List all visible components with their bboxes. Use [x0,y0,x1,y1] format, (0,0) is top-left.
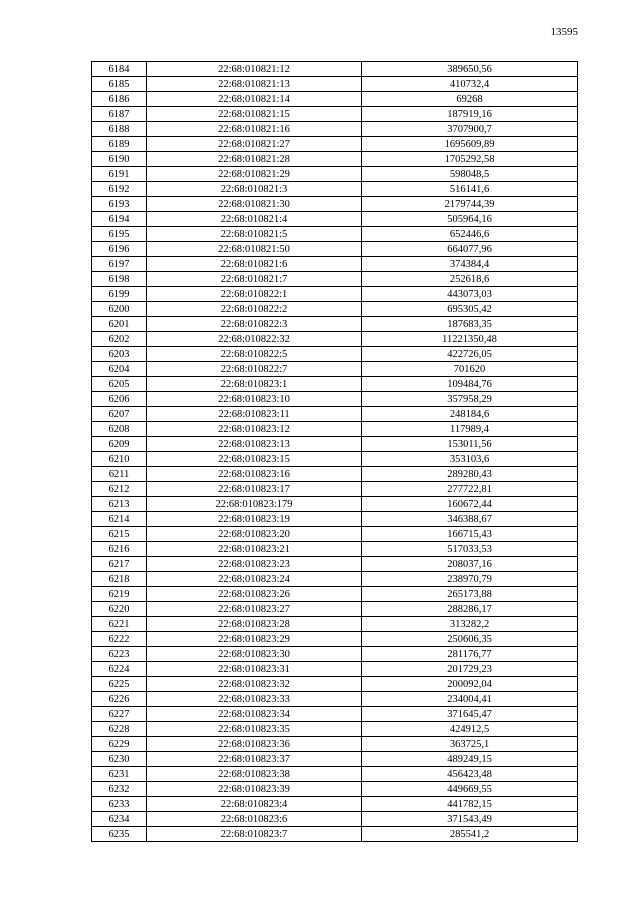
cadastral-number-cell: 22:68:010823:31 [147,662,362,677]
cadastral-number-cell: 22:68:010823:6 [147,812,362,827]
cadastral-value-cell: 346388,67 [362,512,578,527]
table-row [92,137,578,152]
table-row [92,707,578,722]
row-number-cell: 6185 [92,77,147,92]
cadastral-value-cell: 281176,77 [362,647,578,662]
cadastral-number-cell: 22:68:010822:5 [147,347,362,362]
table-row [92,602,578,617]
cadastral-value-cell: 353103,6 [362,452,578,467]
table-row [92,152,578,167]
cadastral-number-cell: 22:68:010823:21 [147,542,362,557]
table-row [92,512,578,527]
cadastral-number-cell: 22:68:010821:27 [147,137,362,152]
table-row [92,662,578,677]
cadastral-value-cell: 109484,76 [362,377,578,392]
row-number-cell: 6210 [92,452,147,467]
table-row [92,407,578,422]
cadastral-number-cell: 22:68:010823:7 [147,827,362,842]
row-number-cell: 6232 [92,782,147,797]
table-row [92,272,578,287]
row-number-cell: 6226 [92,692,147,707]
row-number-cell: 6189 [92,137,147,152]
table-row [92,437,578,452]
cadastral-value-cell: 265173,88 [362,587,578,602]
cadastral-value-cell: 505964,16 [362,212,578,227]
cadastral-number-cell: 22:68:010823:1 [147,377,362,392]
cadastral-number-cell: 22:68:010823:28 [147,617,362,632]
cadastral-value-cell: 187919,16 [362,107,578,122]
row-number-cell: 6217 [92,557,147,572]
cadastral-value-cell: 117989,4 [362,422,578,437]
cadastral-number-cell: 22:68:010822:32 [147,332,362,347]
table-row [92,347,578,362]
cadastral-value-cell: 277722,81 [362,482,578,497]
cadastral-value-cell: 248184,6 [362,407,578,422]
cadastral-value-cell: 363725,1 [362,737,578,752]
cadastral-value-cell: 422726,05 [362,347,578,362]
table-row [92,197,578,212]
cadastral-number-cell: 22:68:010821:15 [147,107,362,122]
table-row [92,497,578,512]
row-number-cell: 6223 [92,647,147,662]
row-number-cell: 6203 [92,347,147,362]
cadastral-value-cell: 11221350,48 [362,332,578,347]
cadastral-number-cell: 22:68:010821:16 [147,122,362,137]
cadastral-value-cell: 3707900,7 [362,122,578,137]
cadastral-number-cell: 22:68:010821:50 [147,242,362,257]
table-row [92,317,578,332]
cadastral-value-cell: 443073,03 [362,287,578,302]
cadastral-value-cell: 250606,35 [362,632,578,647]
table-row [92,77,578,92]
cadastral-number-cell: 22:68:010822:1 [147,287,362,302]
cadastral-number-cell: 22:68:010823:29 [147,632,362,647]
row-number-cell: 6193 [92,197,147,212]
cadastral-value-table [91,61,578,842]
table-row [92,752,578,767]
table-row [92,617,578,632]
table-row [92,92,578,107]
cadastral-value-cell: 208037,16 [362,557,578,572]
row-number-cell: 6207 [92,407,147,422]
table-row [92,167,578,182]
cadastral-number-cell: 22:68:010821:14 [147,92,362,107]
cadastral-value-cell: 664077,96 [362,242,578,257]
cadastral-number-cell: 22:68:010823:35 [147,722,362,737]
row-number-cell: 6206 [92,392,147,407]
row-number-cell: 6184 [92,62,147,77]
table-row [92,422,578,437]
table-row [92,467,578,482]
cadastral-number-cell: 22:68:010821:13 [147,77,362,92]
cadastral-value-cell: 153011,56 [362,437,578,452]
row-number-cell: 6227 [92,707,147,722]
row-number-cell: 6214 [92,512,147,527]
cadastral-value-cell: 160672,44 [362,497,578,512]
table-row [92,482,578,497]
cadastral-number-cell: 22:68:010823:16 [147,467,362,482]
cadastral-number-cell: 22:68:010821:30 [147,197,362,212]
cadastral-value-cell: 652446,6 [362,227,578,242]
cadastral-value-cell: 238970,79 [362,572,578,587]
cadastral-number-cell: 22:68:010823:37 [147,752,362,767]
cadastral-number-cell: 22:68:010821:7 [147,272,362,287]
table-row [92,632,578,647]
cadastral-value-cell: 313282,2 [362,617,578,632]
table-row [92,392,578,407]
cadastral-value-cell: 441782,15 [362,797,578,812]
cadastral-value-cell: 410732,4 [362,77,578,92]
table-row [92,542,578,557]
cadastral-number-cell: 22:68:010821:5 [147,227,362,242]
row-number-cell: 6231 [92,767,147,782]
row-number-cell: 6229 [92,737,147,752]
cadastral-number-cell: 22:68:010823:32 [147,677,362,692]
table-row [92,647,578,662]
row-number-cell: 6230 [92,752,147,767]
table-row [92,572,578,587]
cadastral-number-cell: 22:68:010823:36 [147,737,362,752]
row-number-cell: 6201 [92,317,147,332]
cadastral-value-cell: 285541,2 [362,827,578,842]
cadastral-number-cell: 22:68:010821:3 [147,182,362,197]
cadastral-number-cell: 22:68:010823:15 [147,452,362,467]
table-row [92,362,578,377]
row-number-cell: 6221 [92,617,147,632]
cadastral-number-cell: 22:68:010823:38 [147,767,362,782]
row-number-cell: 6202 [92,332,147,347]
cadastral-number-cell: 22:68:010823:179 [147,497,362,512]
table-row [92,62,578,77]
row-number-cell: 6212 [92,482,147,497]
cadastral-number-cell: 22:68:010823:19 [147,512,362,527]
cadastral-number-cell: 22:68:010822:2 [147,302,362,317]
table-row [92,737,578,752]
cadastral-value-cell: 1695609,89 [362,137,578,152]
row-number-cell: 6222 [92,632,147,647]
table-row [92,107,578,122]
cadastral-number-cell: 22:68:010821:6 [147,257,362,272]
row-number-cell: 6213 [92,497,147,512]
cadastral-value-cell: 187683,35 [362,317,578,332]
cadastral-value-cell: 2179744,39 [362,197,578,212]
table-row [92,767,578,782]
table-row [92,692,578,707]
cadastral-value-cell: 701620 [362,362,578,377]
table-row [92,242,578,257]
table-row [92,557,578,572]
row-number-cell: 6211 [92,467,147,482]
cadastral-number-cell: 22:68:010823:12 [147,422,362,437]
table-row [92,782,578,797]
row-number-cell: 6187 [92,107,147,122]
row-number-cell: 6198 [92,272,147,287]
cadastral-number-cell: 22:68:010823:13 [147,437,362,452]
cadastral-value-cell: 695305,42 [362,302,578,317]
row-number-cell: 6199 [92,287,147,302]
row-number-cell: 6209 [92,437,147,452]
cadastral-number-cell: 22:68:010821:12 [147,62,362,77]
row-number-cell: 6190 [92,152,147,167]
cadastral-value-cell: 1705292,58 [362,152,578,167]
cadastral-value-cell: 201729,23 [362,662,578,677]
table-row [92,527,578,542]
cadastral-value-cell: 374384,4 [362,257,578,272]
cadastral-number-cell: 22:68:010823:20 [147,527,362,542]
row-number-cell: 6225 [92,677,147,692]
row-number-cell: 6218 [92,572,147,587]
cadastral-value-cell: 252618,6 [362,272,578,287]
row-number-cell: 6216 [92,542,147,557]
row-number-cell: 6219 [92,587,147,602]
cadastral-value-cell: 234004,41 [362,692,578,707]
cadastral-value-cell: 289280,43 [362,467,578,482]
cadastral-number-cell: 22:68:010823:4 [147,797,362,812]
cadastral-number-cell: 22:68:010823:33 [147,692,362,707]
row-number-cell: 6235 [92,827,147,842]
cadastral-value-cell: 166715,43 [362,527,578,542]
cadastral-number-cell: 22:68:010823:34 [147,707,362,722]
table-row [92,377,578,392]
cadastral-number-cell: 22:68:010823:39 [147,782,362,797]
row-number-cell: 6186 [92,92,147,107]
table-row [92,302,578,317]
cadastral-number-cell: 22:68:010822:3 [147,317,362,332]
table-row [92,287,578,302]
row-number-cell: 6205 [92,377,147,392]
table-row [92,797,578,812]
cadastral-number-cell: 22:68:010823:17 [147,482,362,497]
table-row [92,587,578,602]
cadastral-value-cell: 456423,48 [362,767,578,782]
table-body [92,62,578,842]
table-row [92,212,578,227]
table-row [92,452,578,467]
cadastral-value-cell: 598048,5 [362,167,578,182]
row-number-cell: 6194 [92,212,147,227]
table-row [92,182,578,197]
row-number-cell: 6191 [92,167,147,182]
cadastral-value-cell: 449669,55 [362,782,578,797]
table-row [92,257,578,272]
row-number-cell: 6234 [92,812,147,827]
cadastral-number-cell: 22:68:010821:4 [147,212,362,227]
row-number-cell: 6233 [92,797,147,812]
row-number-cell: 6197 [92,257,147,272]
cadastral-number-cell: 22:68:010821:28 [147,152,362,167]
cadastral-number-cell: 22:68:010823:11 [147,407,362,422]
page-number: 13595 [550,26,578,38]
cadastral-number-cell: 22:68:010823:10 [147,392,362,407]
cadastral-number-cell: 22:68:010821:29 [147,167,362,182]
table-row [92,812,578,827]
row-number-cell: 6188 [92,122,147,137]
cadastral-value-cell: 69268 [362,92,578,107]
cadastral-number-cell: 22:68:010823:30 [147,647,362,662]
cadastral-value-cell: 200092,04 [362,677,578,692]
row-number-cell: 6192 [92,182,147,197]
table-row [92,827,578,842]
cadastral-value-cell: 517033,53 [362,542,578,557]
table-row [92,122,578,137]
cadastral-value-cell: 371645,47 [362,707,578,722]
cadastral-number-cell: 22:68:010823:24 [147,572,362,587]
cadastral-value-cell: 516141,6 [362,182,578,197]
table-row [92,722,578,737]
row-number-cell: 6215 [92,527,147,542]
row-number-cell: 6208 [92,422,147,437]
cadastral-number-cell: 22:68:010823:26 [147,587,362,602]
cadastral-value-cell: 489249,15 [362,752,578,767]
table-row [92,677,578,692]
cadastral-value-cell: 424912,5 [362,722,578,737]
cadastral-number-cell: 22:68:010823:27 [147,602,362,617]
row-number-cell: 6196 [92,242,147,257]
row-number-cell: 6195 [92,227,147,242]
cadastral-value-cell: 357958,29 [362,392,578,407]
row-number-cell: 6200 [92,302,147,317]
cadastral-number-cell: 22:68:010822:7 [147,362,362,377]
row-number-cell: 6220 [92,602,147,617]
row-number-cell: 6224 [92,662,147,677]
cadastral-number-cell: 22:68:010823:23 [147,557,362,572]
cadastral-value-cell: 288286,17 [362,602,578,617]
table-row [92,332,578,347]
table-row [92,227,578,242]
cadastral-value-cell: 371543,49 [362,812,578,827]
cadastral-value-cell: 389650,56 [362,62,578,77]
row-number-cell: 6204 [92,362,147,377]
row-number-cell: 6228 [92,722,147,737]
